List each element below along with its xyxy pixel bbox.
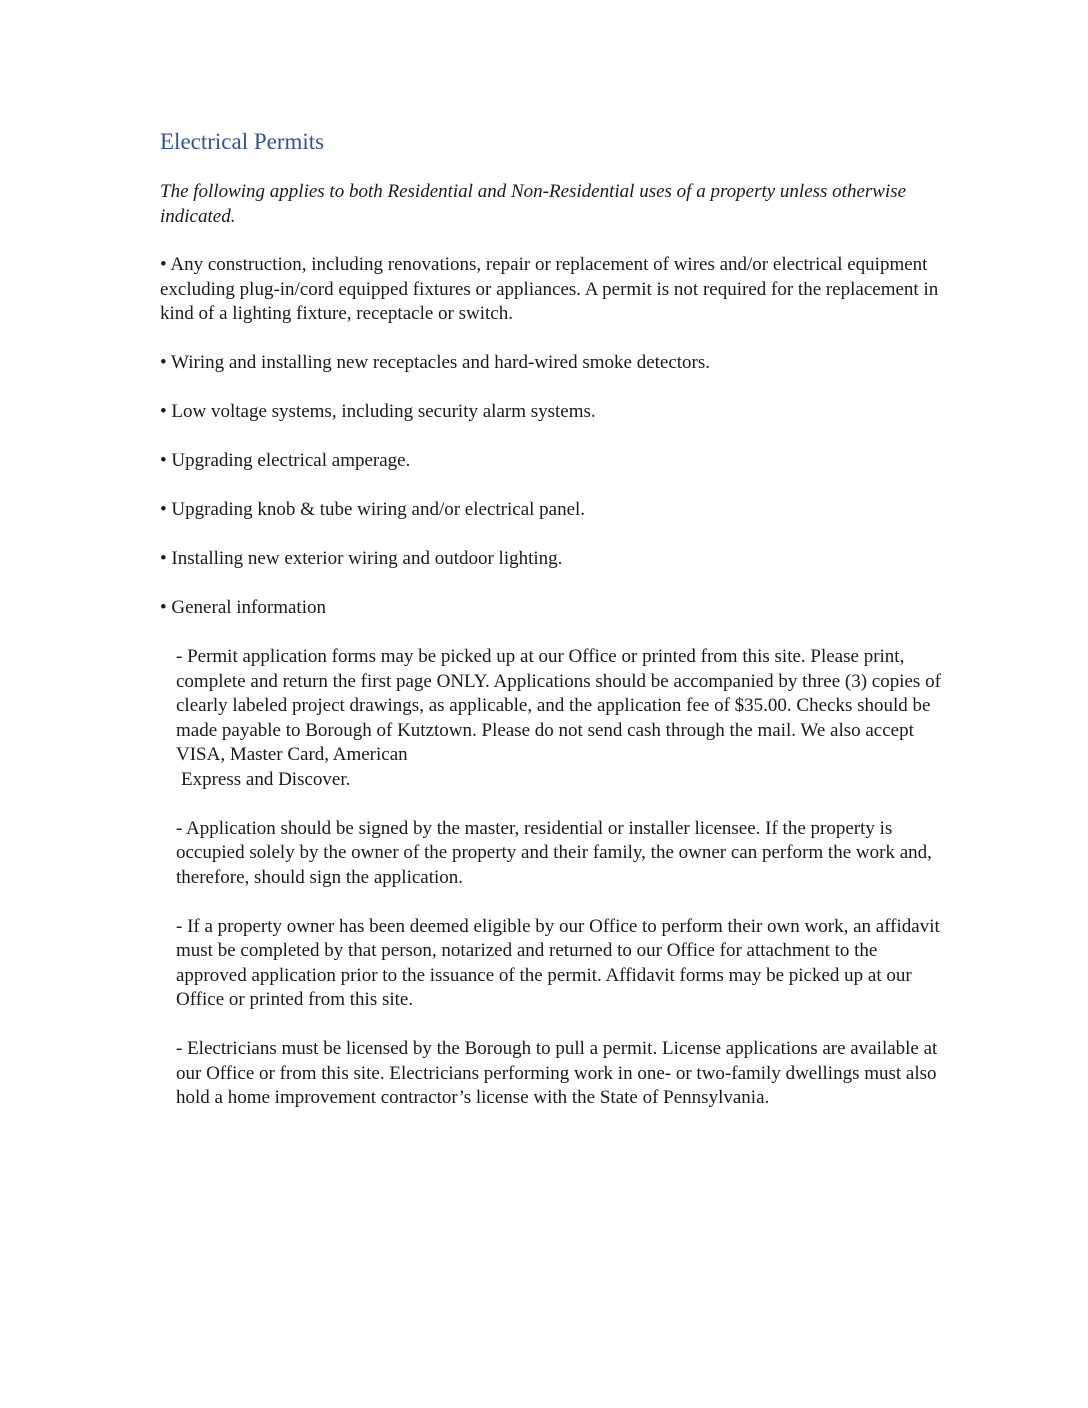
application-forms-text-tail: Express and Discover. (181, 768, 351, 790)
general-info-affidavit: - If a property owner has been deemed eligible by our Office to perform their own work, an affidavit must be completed by that person, notarized and returned to our Office for attachment to the approved application prior to the issuance of the permit. Affidavit forms may be picked up at our Office or printed from this site. (176, 915, 940, 1010)
page-title: Electrical Permits (160, 129, 325, 154)
bullet-exterior-wiring: • Installing new exterior wiring and outdoor lighting. (160, 548, 563, 569)
intro-text: The following applies to both Residential and Non-Residential uses of a property unless otherwise indicated. (160, 181, 907, 227)
bullet-receptacles: • Wiring and installing new receptacles and hard-wired smoke detectors. (160, 352, 711, 373)
general-info-electrician-license: - Electricians must be licensed by the Borough to pull a permit. License applications are available at our Office or from this site. Electricians performing work in one- or two-family dwellings must also hold a home improvement contractor’s license with the State of Pennsylvania. (176, 1038, 938, 1108)
bullet-low-voltage: • Low voltage systems, including security alarm systems. (160, 401, 596, 422)
bullet-construction: • Any construction, including renovations, repair or replacement of wires and/or electrical equipment excluding plug-in/cord equipped fixtures or appliances. A permit is not required for the replacement in kind of a lighting fixture, receptacle or switch. (160, 254, 939, 324)
bullet-amperage: • Upgrading electrical amperage. (160, 450, 411, 471)
bullet-general-information: • General information (160, 597, 326, 618)
general-info-signature: - Application should be signed by the master, residential or installer licensee. If the property is occupied solely by the owner of the property and their family, the owner can perform the work and, therefore, should sign the application. (176, 817, 932, 888)
bullet-knob-tube: • Upgrading knob & tube wiring and/or electrical panel. (160, 499, 586, 520)
general-info-application-forms (176, 645, 951, 792)
document-body (160, 126, 960, 1135)
application-forms-text: - Permit application forms may be picked up at our Office or printed from this site. Please print, complete and return the first page ONLY. Applications should be accompanied by three (3) copies of clearly labeled project drawings, as applicable, and the application fee of $35.00. Checks should be made payable to Borough of Kutztown. Please do not send cash through the mail. We also accept VISA, Master Card, American (176, 646, 941, 765)
